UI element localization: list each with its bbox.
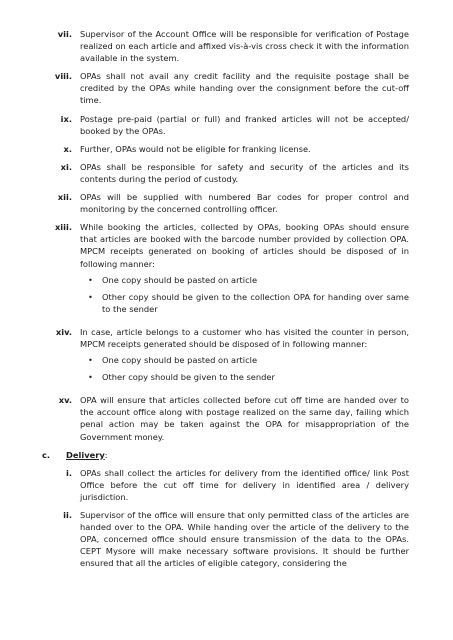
clause-number: xi. (60, 161, 72, 172)
section-letter: c. (42, 449, 51, 460)
clause-viii (38, 70, 409, 106)
clause-number: xii. (57, 192, 72, 203)
clause-text: OPAs shall collect the articles for delivery from the identified office/ link Post Office before the cut off time for delivery in identified area / delivery jurisdiction. (80, 467, 409, 502)
clause-vii (38, 28, 409, 64)
delivery-clause-ii (38, 509, 409, 569)
bullet-item (88, 371, 409, 383)
clause-text: Supervisor of the office will ensure that only permitted class of the articles are handed over to the OPA. While handing over the article of the delivery to the OPA, concerned office should ensure transmission of the data to the OPAs. CEPT Mysore will make necessary software provisions. It should be further ensured that all the articles of eligible category, considering the (80, 510, 409, 569)
clause-number: xiv. (55, 326, 72, 337)
clause-text: Supervisor of the Account Office will be responsible for verification of Postage realized on each article and affixed vis-à-vis cross check it with the information available in the system. (80, 29, 409, 64)
bullet-list (80, 354, 409, 383)
clause-number: xiii. (54, 222, 72, 233)
clause-number: i. (66, 467, 72, 478)
clause-x (38, 143, 409, 155)
clause-body (80, 326, 409, 388)
clause-number: x. (63, 143, 72, 154)
delivery-clause-i (38, 467, 409, 503)
clause-text: In case, article belongs to a customer who has visited the counter in person, MPCM receipts generated should be disposed of in following manner: (80, 326, 409, 349)
clause-number: xv. (58, 395, 72, 406)
clause-text: OPAs will be supplied with numbered Bar codes for proper control and monitoring by the concerned controlling officer. (80, 192, 409, 215)
bullet-icon: • (88, 355, 93, 366)
section-heading (38, 449, 409, 461)
section-colon: : (104, 449, 108, 460)
bullet-item (88, 354, 409, 366)
bullet-text: One copy should be pasted on article (102, 274, 258, 285)
bullet-text: One copy should be pasted on article (102, 355, 258, 366)
clause-text: While booking the articles, collected by OPAs, booking OPAs should ensure that articles are booked with the barcode number provided by collection OPA. MPCM receipts generated on booking of articles should be disposed of in following manner: (80, 222, 409, 269)
bullet-icon: • (88, 274, 93, 285)
clause-xi (38, 161, 409, 185)
clause-text: Postage pre-paid (partial or full) and franked articles will not be accepted/ booked by the OPAs. (80, 113, 409, 136)
clause-number: vii. (57, 29, 72, 39)
bullet-item (88, 274, 409, 286)
bullet-icon: • (88, 372, 93, 383)
clause-number: ix. (60, 113, 72, 124)
bullet-list (80, 274, 409, 315)
bullet-text: Other copy should be given to the sender (102, 372, 275, 383)
bullet-icon: • (88, 291, 93, 302)
section-title-wrap (66, 449, 108, 461)
clause-xiv (38, 326, 409, 388)
clause-ix (38, 113, 409, 137)
clause-xv (38, 394, 409, 442)
clause-text: OPA will ensure that articles collected before cut off time are handed over to the account office along with postage realized on the same day, failing which penal action may be taken against the OPA for misappropriation of the Government money. (80, 395, 409, 442)
bullet-item (88, 291, 409, 315)
clause-text: OPAs shall not avail any credit facility and the requisite postage shall be credited by the OPAs while handing over the consignment before the cut-off time. (80, 71, 409, 106)
clause-xiii (38, 221, 409, 320)
clause-text: Further, OPAs would not be eligible for franking license. (80, 143, 311, 154)
clause-number: ii. (63, 510, 72, 520)
section-title: Delivery (66, 449, 105, 460)
clause-body (80, 221, 409, 320)
clause-xii (38, 191, 409, 215)
clause-text: OPAs shall be responsible for safety and security of the articles and its contents during the period of custody. (80, 161, 409, 184)
clause-number: viii. (54, 71, 72, 82)
bullet-text: Other copy should be given to the collection OPA for handing over same to the sender (102, 291, 409, 314)
